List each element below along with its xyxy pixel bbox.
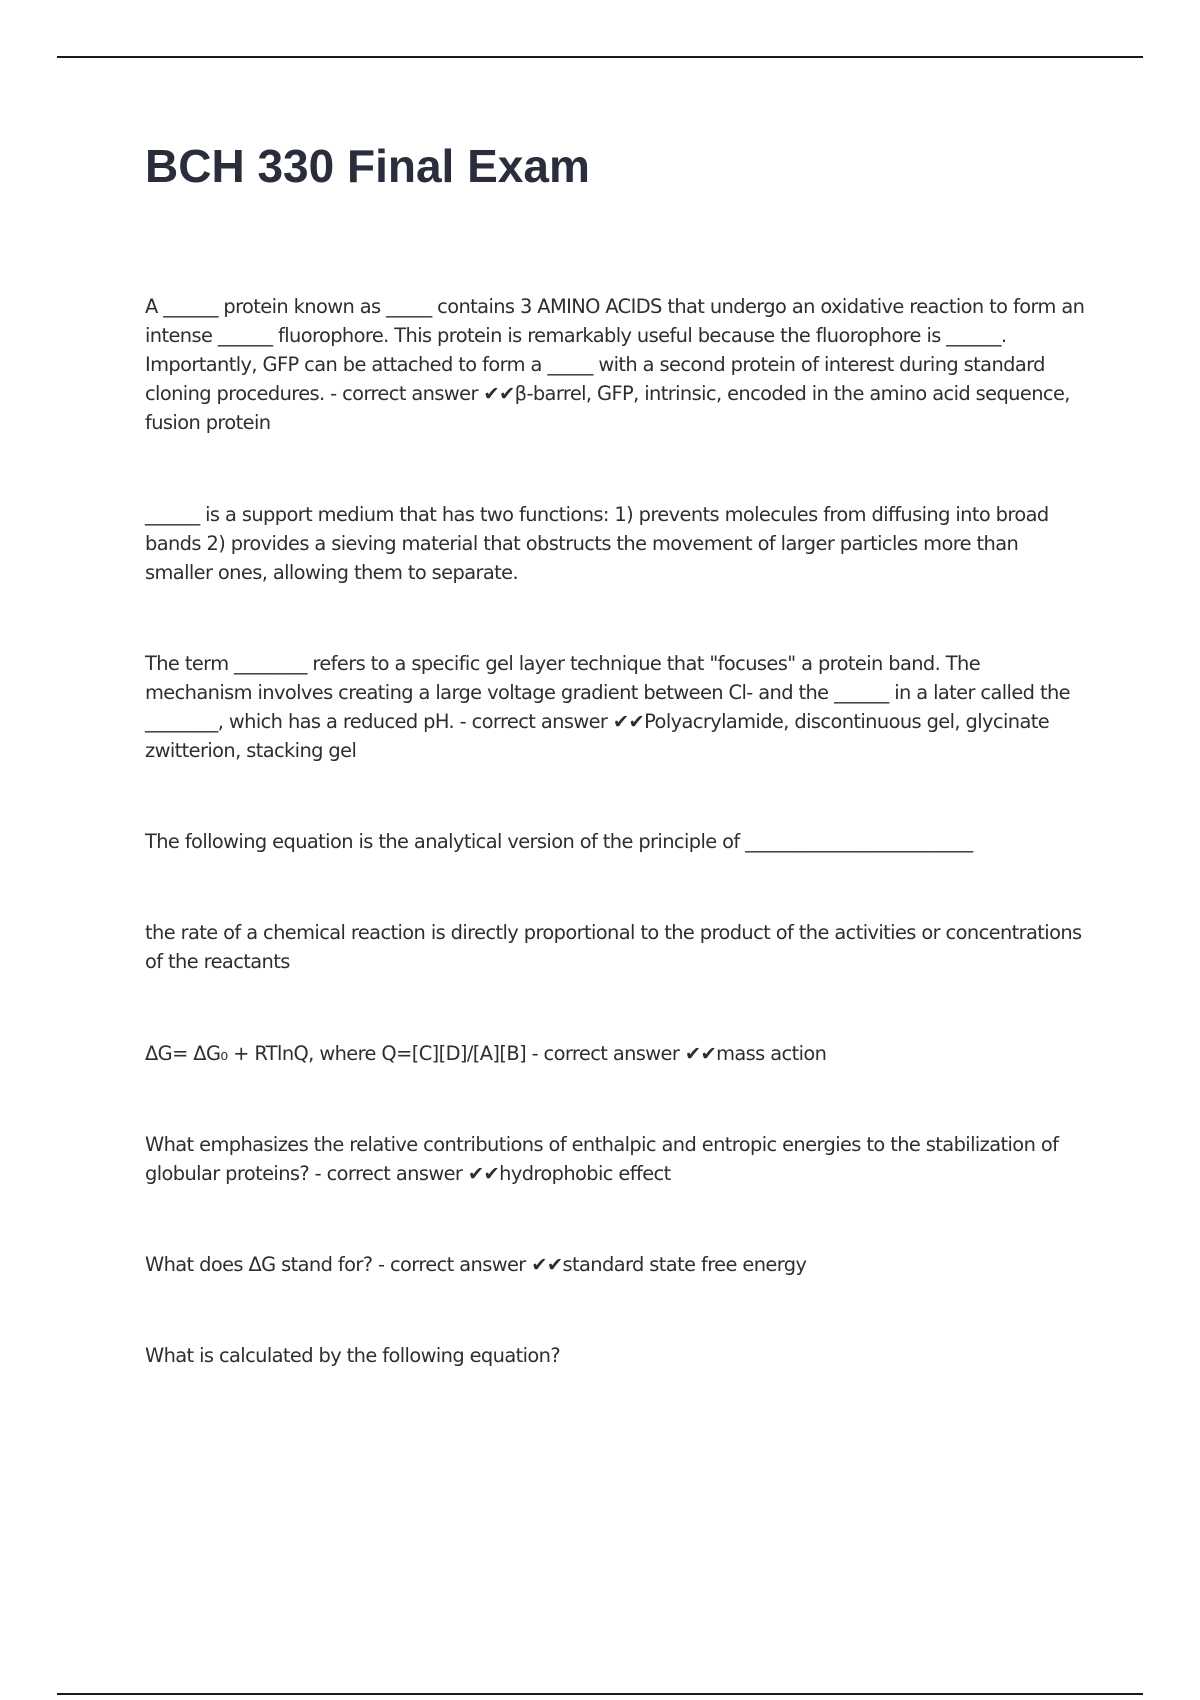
top-rule xyxy=(57,56,1143,58)
question-stacking-gel: The term ________ refers to a specific gel layer technique that "focuses" a protein band. The mechanism involves creating a large voltage gradient between Cl- and the ______ in a later called the ________, which has a reduced pH. - correct answer ✔✔Polyacrylamide, discontinuous gel, glycinate zwitterion, stacking gel xyxy=(145,652,1070,762)
document-title: BCH 330 Final Exam xyxy=(145,140,590,192)
definition-rate-law: the rate of a chemical reaction is directly proportional to the product of the activities or concentrations of the reactants xyxy=(145,921,1082,973)
question-calculated-equation: What is calculated by the following equation? xyxy=(145,1344,561,1367)
question-support-medium: ______ is a support medium that has two functions: 1) prevents molecules from diffusing into broad bands 2) provides a sieving material that obstructs the movement of larger particles more than smaller ones, allowing them to separate. xyxy=(145,503,1049,584)
answer-mass-action: ΔG= ΔG₀ + RTlnQ, where Q=[C][D]/[A][B] - correct answer ✔✔mass action xyxy=(145,1042,827,1065)
question-hydrophobic-effect: What emphasizes the relative contributions of enthalpic and entropic energies to the stabilization of globular proteins? - correct answer ✔✔hydrophobic effect xyxy=(145,1133,1059,1185)
question-equation-principle: The following equation is the analytical version of the principle of _________________________ xyxy=(145,830,973,853)
question-gfp: A ______ protein known as _____ contains 3 AMINO ACIDS that undergo an oxidative reaction to form an intense ______ fluorophore. This protein is remarkably useful because the fluorophore is ______. Importantly, GFP can be attached to form a _____ with a second protein of interest during standard cloning procedures. - correct answer ✔✔β-barrel, GFP, intrinsic, encoded in the amino acid sequence, fusion protein xyxy=(145,295,1085,434)
bottom-rule xyxy=(57,1693,1143,1695)
question-delta-g: What does ΔG stand for? - correct answer ✔✔standard state free energy xyxy=(145,1253,807,1276)
